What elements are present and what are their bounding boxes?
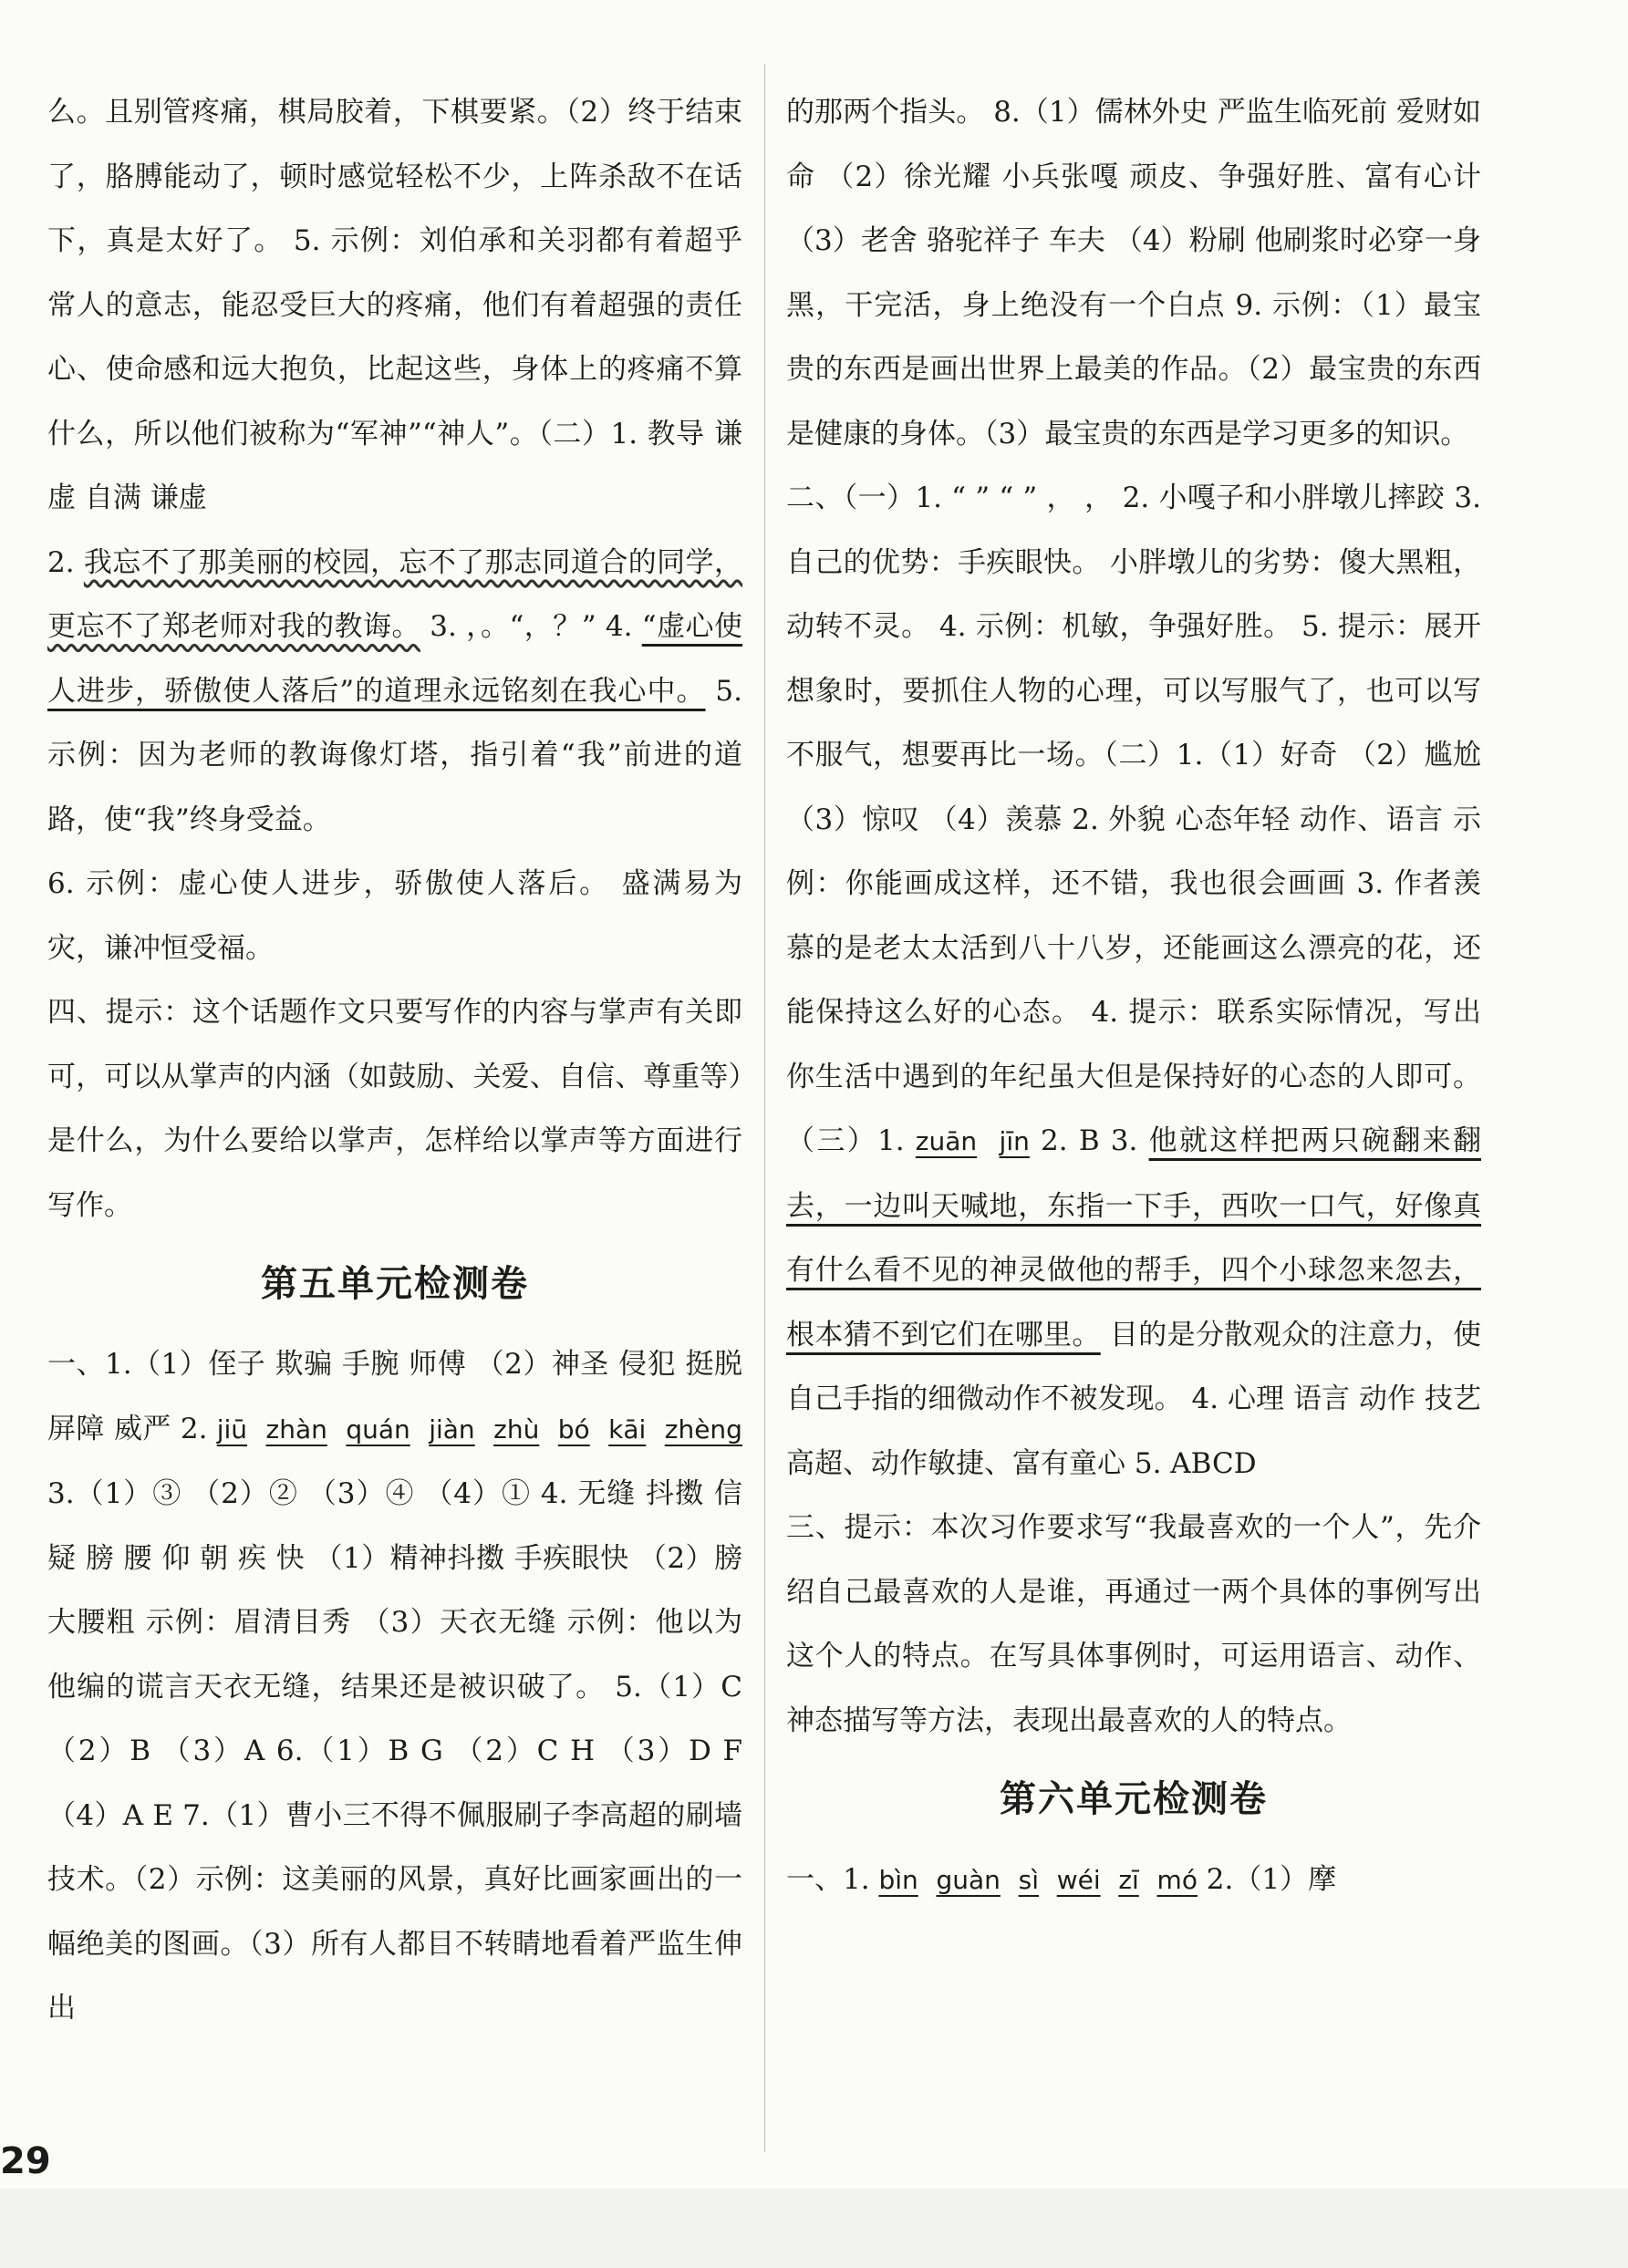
answer-paragraph: 一、1.（1）侄子 欺骗 手腕 师傅 （2）神圣 侵犯 挺脱 屏障 威严 2. jiū zhàn quán jiàn zhù bó kāi zhèng 3.（1）③ （2）② （3）④ （4）① 4. 无缝 抖擞 信 疑 膀 腰 仰 朝 疾 快 （1）精神抖擞 手疾眼快 （2）膀大腰粗 示例：眉清目秀 （3）天衣无缝 示例：他以为他编的谎言天衣无缝，结果还是被识破了。 5.（1）C （2）B （3）A 6.（1）B G （2）C H （3）D F （4）A E 7.（1）曹小三不得不佩服刷子李高超的刷墙技术。（2）示例：这美丽的风景，真好比画家画出的一幅绝美的图画。（3）所有人都目不转睛地看着严监生伸出	[47, 1348, 742, 2025]
underlined-answer: 他就这样把两只碗翻来翻去，一边叫天喊地，东指一下手，西吹一口气，好像真有什么看不见的神灵做他的帮手，四个小球忽来忽去，根本猜不到它们在哪里。	[786, 1124, 1481, 1351]
right-column	[786, 80, 1481, 1913]
answer-paragraph: 么。且别管疼痛，棋局胶着，下棋要紧。（2）终于结束了，胳膊能动了，顿时感觉轻松不少，上阵杀敌不在话下，真是太好了。 5. 示例：刘伯承和关羽都有着超乎常人的意志，能忍受巨大的疼痛，他们有着超强的责任心、使命感和远大抱负，比起这些，身体上的疼痛不算什么，所以他们被称为“军神”“神人”。（二）1. 教导 谦虚 自满 谦虚	[47, 96, 742, 514]
page-number: 29	[0, 2140, 51, 2182]
answer-paragraph: 四、提示：这个话题作文只要写作的内容与掌声有关即可，可以从掌声的内涵（如鼓励、关爱、自信、尊重等）是什么，为什么要给以掌声，怎样给以掌声等方面进行写作。	[47, 996, 742, 1222]
answer-paragraph: 一、1. bìn guàn sì wéi zī mó 2.（1）摩	[786, 1863, 1337, 1896]
answer-paragraph: 2. 我忘不了那美丽的校园，忘不了那志同道合的同学，更忘不了郑老师对我的教诲。 3. ，。“，？” 4. “虚心使人进步，骄傲使人落后”的道理永远铭刻在我心中。 5. 示例：因为老师的教诲像灯塔，指引着“我”前进的道路，使“我”终身受益。	[47, 545, 743, 836]
answer-paragraph: 二、（一）1. “ ” “ ” ， ， 2. 小嘎子和小胖墩儿摔跤 3. 自己的优势：手疾眼快。 小胖墩儿的劣势：傻大黑粗，动转不灵。 4. 示例：机敏，争强好胜。 5. 提示：展开想象时，要抓住人物的心理，可以写服气了，也可以写不服气，想要再比一场。（二）1.（1）好奇 （2）尴尬 （3）惊叹 （4）羡慕 2. 外貌 心态年轻 动作、语言 示例：你能画成这样，还不错，我也很会画画 3. 作者羡慕的是老太太活到八十八岁，还能画这么漂亮的花，还能保持这么好的心态。 4. 提示：联系实际情况，写出你生活中遇到的年纪虽大但是保持好的心态的人即可。（三）1. zuān jīn 2. B 3. 他就这样把两只碗翻来翻去，一边叫天喊地，东指一下手，西吹一口气，好像真有什么看不见的神灵做他的帮手，四个小球忽来忽去，根本猜不到它们在哪里。 目的是分散观众的注意力，使自己手指的细微动作不被发现。 4. 心理 语言 动作 技艺高超、动作敏捷、富有童心 5. ABCD	[786, 482, 1481, 1480]
answer-paragraph: 6. 示例：虚心使人进步，骄傲使人落后。 盛满易为灾，谦冲恒受福。	[47, 867, 742, 965]
answer-paragraph: 三、提示：本次习作要求写“我最喜欢的一个人”，先介绍自己最喜欢的人是谁，再通过一两个具体的事例写出这个人的特点。在写具体事例时，可运用语言、动作、神态描写等方法，表现出最喜欢的人的特点。	[786, 1511, 1481, 1737]
column-divider	[764, 64, 765, 2152]
left-column	[47, 80, 742, 2041]
wavy-underlined-answer: 我忘不了那美丽的校园，忘不了那志同道合的同学，更忘不了郑老师对我的教诲。	[47, 545, 743, 643]
page-bottom-margin	[0, 2189, 1628, 2268]
answer-paragraph: 的那两个指头。 8.（1）儒林外史 严监生临死前 爱财如命 （2）徐光耀 小兵张嘎 顽皮、争强好胜、富有心计 （3）老舍 骆驼祥子 车夫 （4）粉刷 他刷浆时必穿一身黑，干完活，身上绝没有一个白点 9. 示例：（1）最宝贵的东西是画出世界上最美的作品。（2）最宝贵的东西是健康的身体。（3）最宝贵的东西是学习更多的知识。	[786, 96, 1481, 450]
section-title-unit5: 第五单元检测卷	[261, 1263, 529, 1305]
section-title-unit6: 第六单元检测卷	[1000, 1778, 1268, 1820]
underlined-answer: “虚心使人进步，骄傲使人落后”的道理永远铭刻在我心中。	[47, 610, 742, 708]
